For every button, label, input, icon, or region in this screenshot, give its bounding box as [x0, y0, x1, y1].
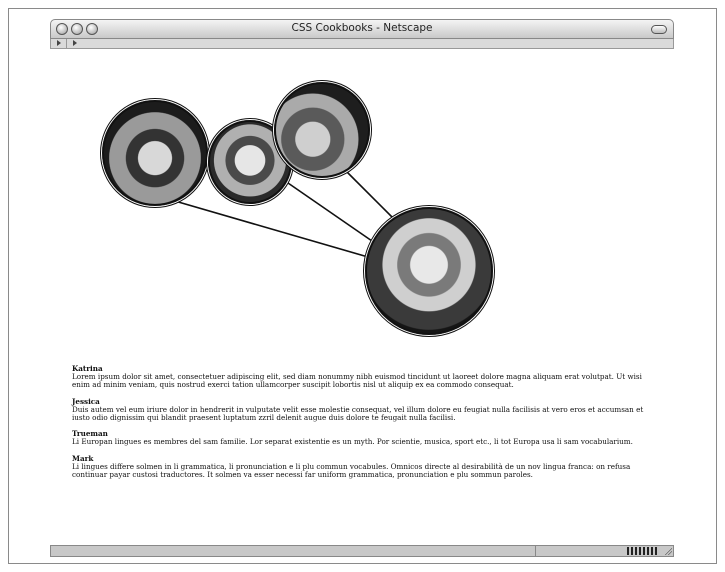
- security-status-icon[interactable]: [627, 547, 659, 555]
- connector-line-katrina: [168, 199, 368, 257]
- bio-jessica: [72, 398, 662, 423]
- bio-mark: [72, 455, 662, 480]
- bio-name: Mark: [72, 453, 94, 463]
- status-bar: [50, 545, 674, 557]
- status-divider: [535, 546, 536, 556]
- bio-text: Li lingues differe solmen in li grammatica, li pronunciation e li plu commun vocabules. Omnicos directe al desirabilità de un nov lingua franca: on refusa continuar payar custosi traductores. It solmen va esser necessi far uniform grammatica, pronunciation e plu sommun paroles.: [72, 461, 631, 480]
- page-content: [50, 49, 674, 545]
- bio-text: Li Europan lingues es membres del sam familie. Lor separat existentie es un myth. Por scientie, musica, sport etc., li tot Europa usa li sam vocabularium.: [72, 437, 633, 447]
- bio-list: [72, 365, 662, 487]
- bio-katrina: [72, 365, 662, 390]
- sidebar-arrow-icon[interactable]: [57, 40, 61, 46]
- toolbar-divider: [66, 39, 67, 48]
- photo-mark[interactable]: [365, 207, 493, 335]
- bio-name: Katrina: [72, 364, 103, 373]
- toolbar-arrow-icon[interactable]: [73, 40, 77, 46]
- collapsed-toolbar: [50, 39, 674, 49]
- photo-katrina[interactable]: [102, 100, 208, 206]
- bio-name: Trueman: [72, 429, 108, 439]
- window-title: CSS Cookbooks - Netscape: [291, 22, 433, 34]
- photo-trueman[interactable]: [274, 82, 370, 178]
- bio-trueman: [72, 430, 662, 446]
- title-bar[interactable]: [50, 19, 674, 39]
- browser-window: [50, 19, 674, 561]
- connector-line-jessica: [288, 183, 372, 241]
- bio-name: Jessica: [72, 396, 100, 406]
- connector-line-trueman: [345, 170, 394, 219]
- bio-text: Lorem ipsum dolor sit amet, consectetuer adipiscing elit, sed diam nonummy nibh euismod tincidunt ut laoreet dolore magna aliquam erat volutpat. Ut wisi enim ad minim veniam, quis nostrud exerci tation ullamcorper suscipit lobortis nisl ut aliquip ex ea commodo consequat.: [72, 372, 642, 390]
- toolbar-toggle-icon[interactable]: [651, 25, 667, 34]
- bio-text: Duis autem vel eum iriure dolor in hendrerit in vulputate velit esse molestie consequat, vel illum dolore eu feugiat nulla facilisis at vero eros et accumsan et iusto odio dignissim qui blandit praesent luptatum zzril delenit augue duis dolore te feugait nulla facilisi.: [72, 404, 644, 423]
- resize-grip-icon[interactable]: [664, 547, 672, 555]
